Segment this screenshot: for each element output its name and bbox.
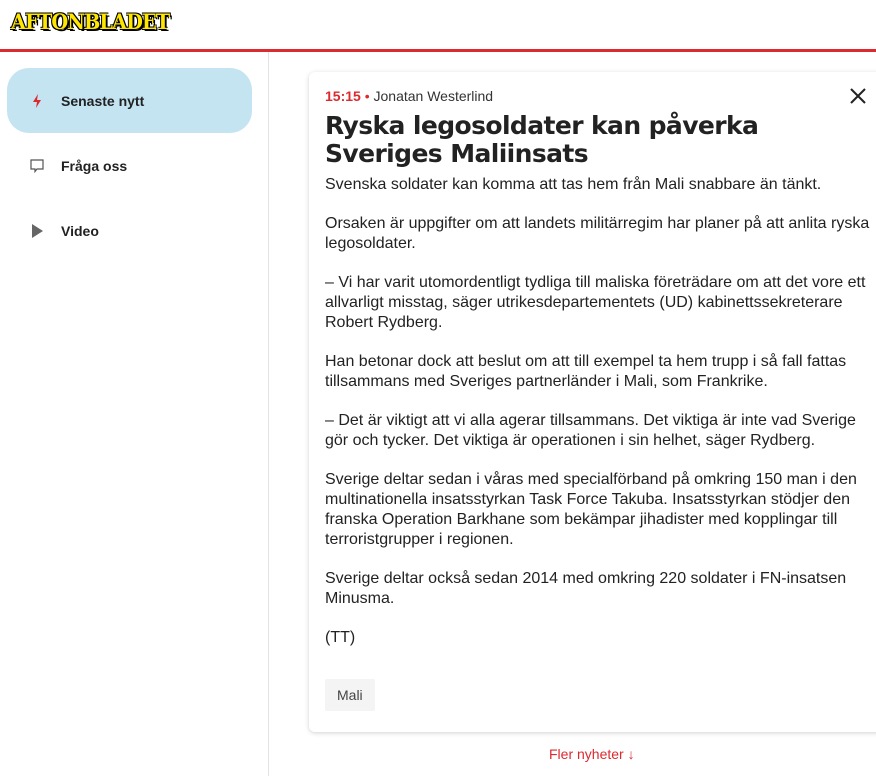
separator-dot: • <box>364 88 370 104</box>
sidebar-item-label: Senaste nytt <box>61 92 145 109</box>
article-paragraph: Svenska soldater kan komma att tas hem från Mali snabbare än tänkt. <box>325 176 822 193</box>
article-paragraph: Han betonar dock att beslut om att till exempel ta hem trupp i så fall fattas tillsammans med Sveriges partnerländer i Mali, som Frankrike. <box>325 353 847 390</box>
more-news-link[interactable]: Fler nyheter ↓ <box>549 746 635 762</box>
article-title: Ryska legosoldater kan påverka Sveriges Maliinsats <box>325 111 759 168</box>
site-header <box>0 0 876 52</box>
chat-bubble-icon <box>29 158 45 174</box>
article-paragraph: – Vi har varit utomordentligt tydliga till maliska företrädare om att det vore ett allvarligt misstag, säger utrikesdepartementets (UD) kabinettssekreterare Robert Rydberg. <box>325 274 866 331</box>
sidebar <box>0 52 269 776</box>
article-paragraph: (TT) <box>325 629 356 646</box>
sidebar-item-label: Video <box>61 222 99 239</box>
close-icon <box>849 87 867 105</box>
tag-mali[interactable]: Mali <box>325 679 375 711</box>
article-time: 15:15 <box>325 88 361 104</box>
article-body <box>325 175 870 667</box>
article-author: Jonatan Westerlind <box>373 88 494 104</box>
article-meta <box>325 88 493 104</box>
play-icon <box>29 223 45 239</box>
article-paragraph: Orsaken är uppgifter om att landets militärregim har planer på att anlita ryska legosoldater. <box>325 215 870 252</box>
lightning-icon <box>29 93 45 109</box>
news-article-card <box>309 72 876 732</box>
article-paragraph: Sverige deltar sedan i våras med specialförband på omkring 150 man i den multinationella insatsstyrkan Task Force Takuba. Insatsstyrkan stödjer den franska Operation Barkhane som bekämpar jihadister med kopplingar till terroristgrupper i regionen. <box>325 471 857 548</box>
sidebar-item-video[interactable] <box>7 198 252 263</box>
article-paragraph: Sverige deltar också sedan 2014 med omkring 220 soldater i FN-insatsen Minusma. <box>325 570 847 607</box>
aftonbladet-logo[interactable]: AFTONBLADET <box>11 9 170 34</box>
sidebar-item-senaste-nytt[interactable] <box>7 68 252 133</box>
article-paragraph: – Det är viktigt att vi alla agerar tillsammans. Det viktiga är inte vad Sverige gör och tycker. Det viktiga är operationen i sin helhet, säger Rydberg. <box>325 412 856 449</box>
sidebar-item-label: Fråga oss <box>61 157 128 174</box>
close-button[interactable] <box>849 87 867 105</box>
sidebar-item-fraga-oss[interactable] <box>7 133 252 198</box>
